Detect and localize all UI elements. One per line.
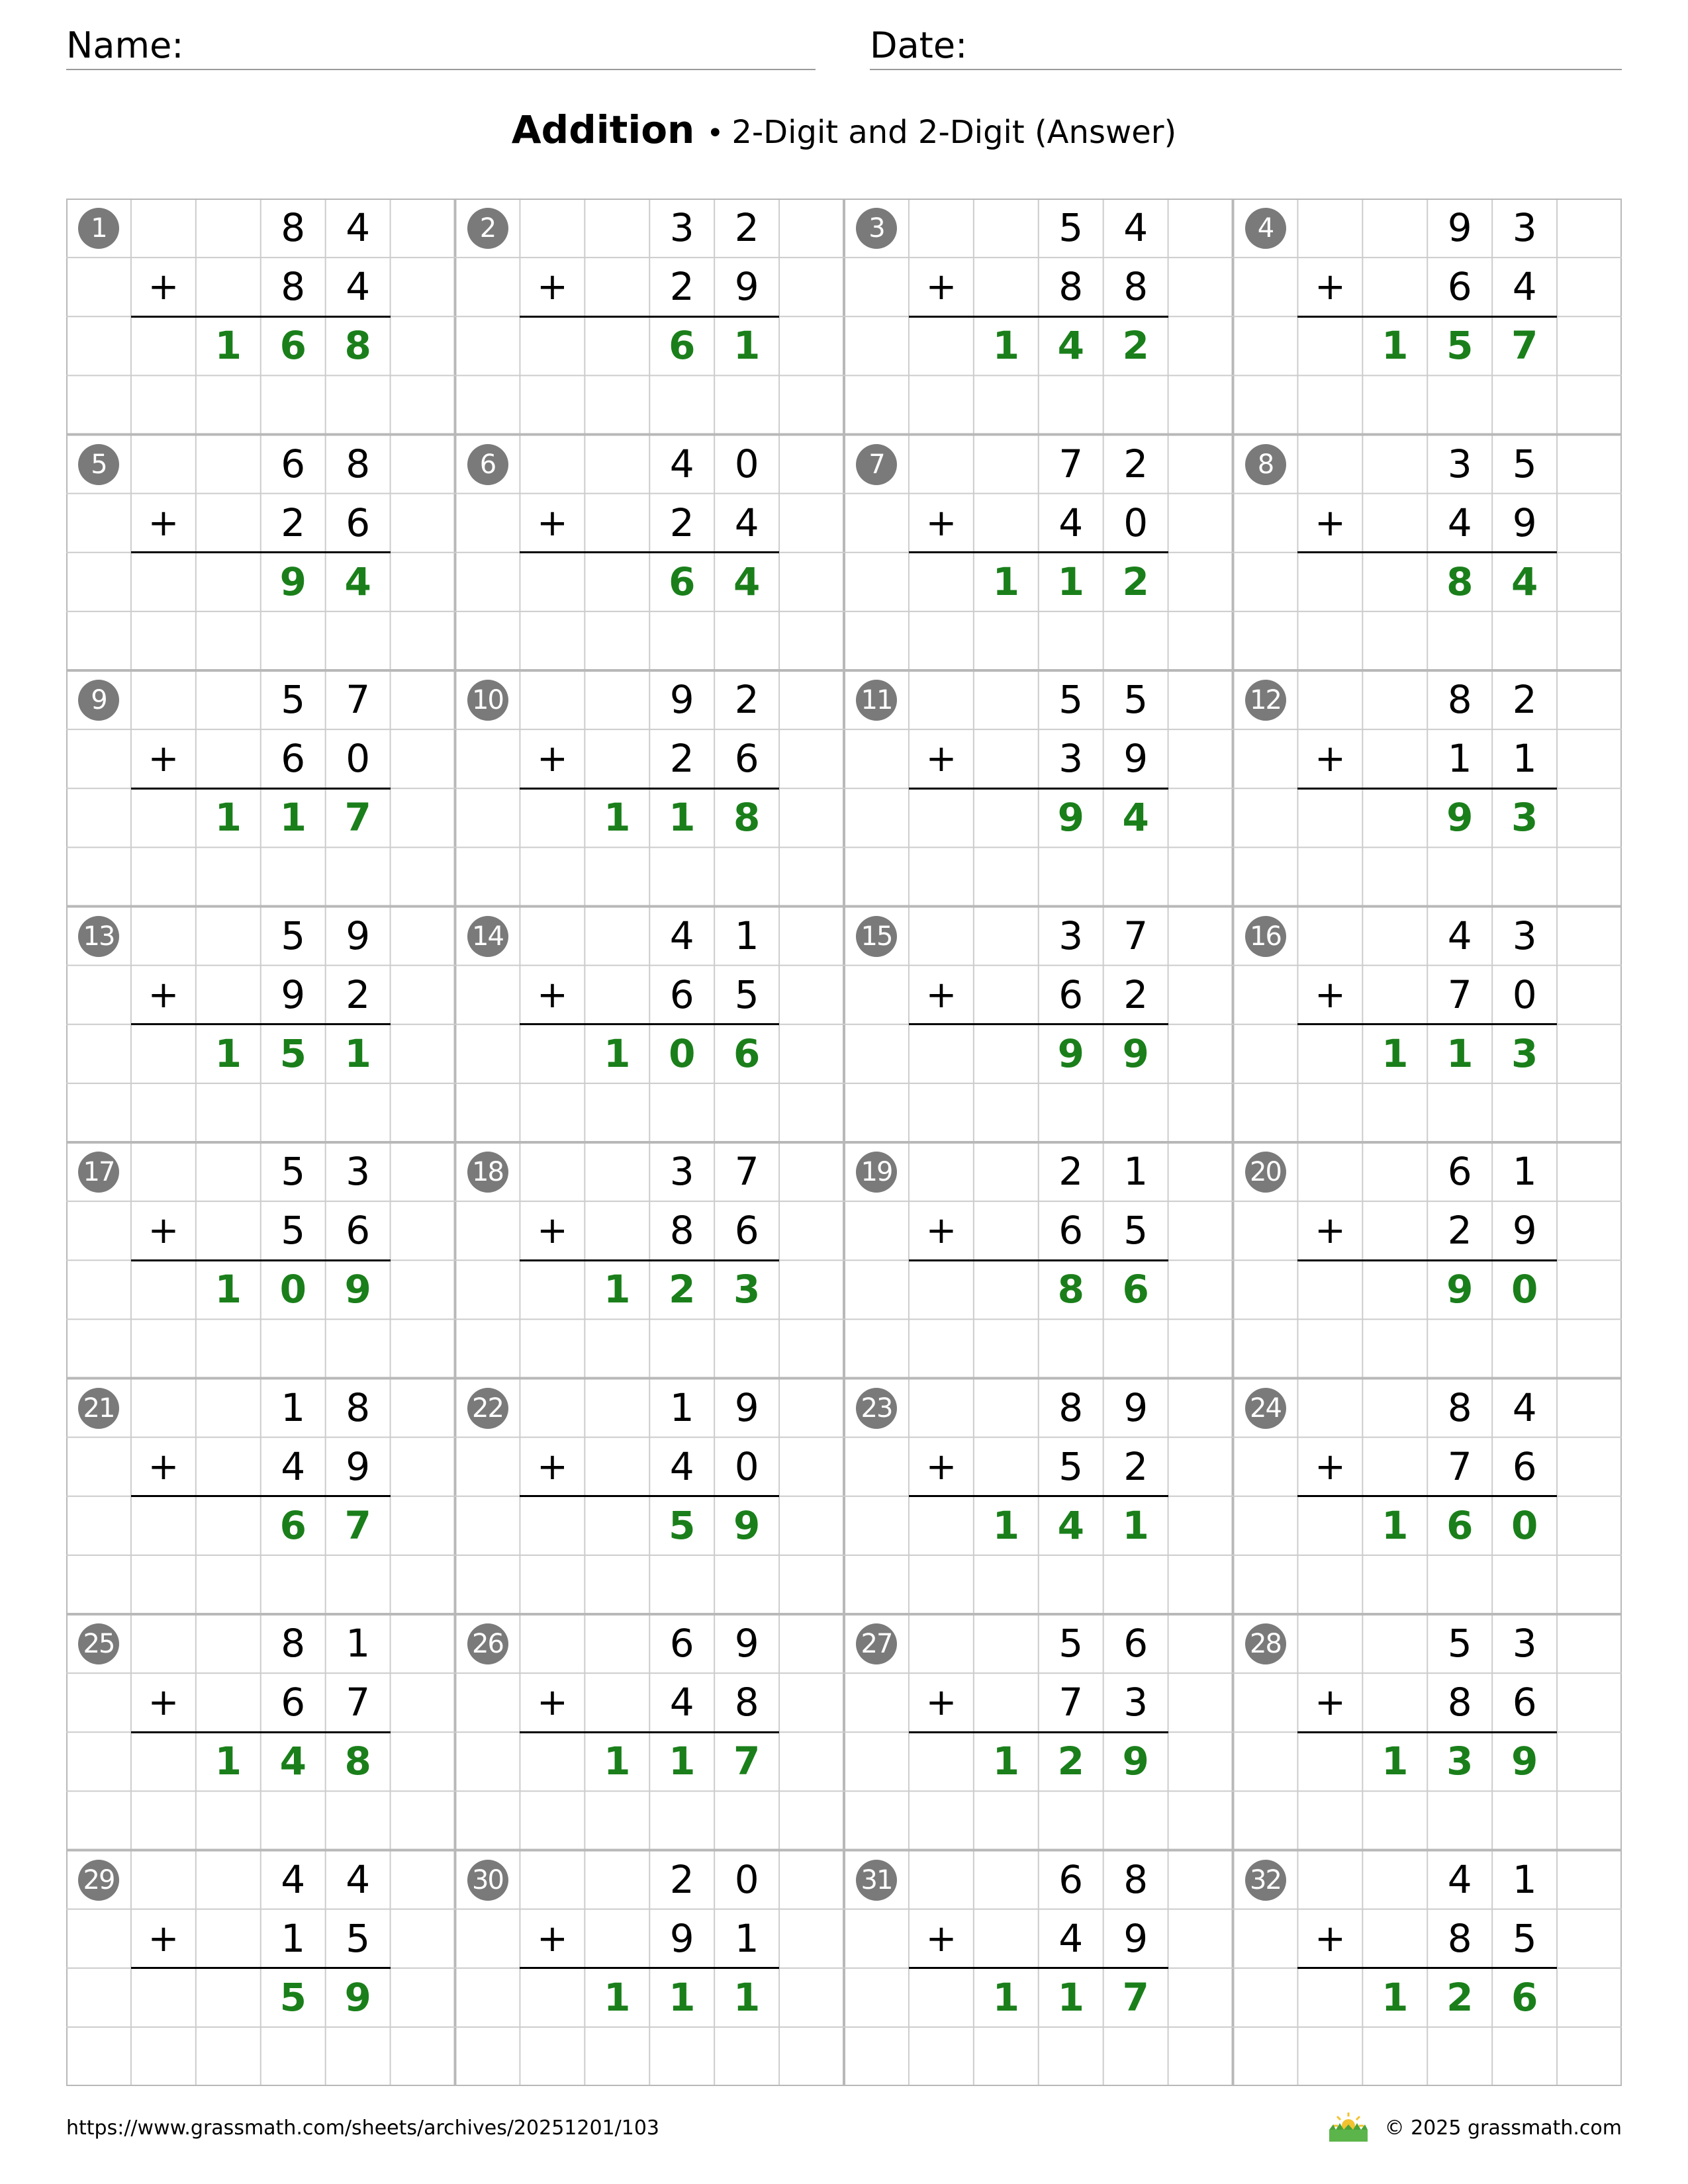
answer-digit: 6 xyxy=(1446,1502,1474,1548)
answer-digit: 8 xyxy=(344,323,371,369)
answer-digit: 1 xyxy=(214,1267,242,1312)
addend-digit: 7 xyxy=(734,1149,759,1194)
addend-digit: 3 xyxy=(669,1149,694,1194)
addend-digit: 6 xyxy=(669,972,694,1017)
addend-digit: 8 xyxy=(1447,1385,1472,1430)
addend-digit: 1 xyxy=(1512,1856,1537,1902)
problem-number-badge: 9 xyxy=(78,680,119,721)
addend-digit: 2 xyxy=(734,677,759,722)
addend-digit: 4 xyxy=(346,1856,371,1902)
problem-number-badge: 18 xyxy=(467,1152,508,1193)
addend-digit: 6 xyxy=(1447,1149,1472,1194)
plus-sign: + xyxy=(1314,973,1346,1017)
addend-digit: 8 xyxy=(1058,1385,1084,1430)
addend-digit: 8 xyxy=(1123,264,1149,310)
addend-digit: 2 xyxy=(1512,677,1537,722)
addend-digit: 2 xyxy=(669,1856,694,1902)
answer-digit: 9 xyxy=(1122,1739,1149,1784)
addend-digit: 3 xyxy=(1447,441,1472,486)
addend-digit: 3 xyxy=(1058,736,1084,782)
answer-digit: 9 xyxy=(279,559,306,604)
addend-digit: 7 xyxy=(1058,441,1084,486)
addend-digit: 9 xyxy=(734,1621,759,1666)
addend-digit: 2 xyxy=(734,205,759,250)
footer-url: https://www.grassmath.com/sheets/archives/20251201/103 xyxy=(66,2116,660,2140)
addend-digit: 2 xyxy=(669,500,694,545)
answer-digit: 3 xyxy=(1511,795,1538,841)
problem-number-badge: 31 xyxy=(856,1860,897,1901)
problem-number-badge: 24 xyxy=(1245,1388,1286,1429)
addend-digit: 5 xyxy=(1058,1443,1084,1489)
addend-digit: 7 xyxy=(1447,1443,1472,1489)
addend-digit: 1 xyxy=(669,1385,694,1430)
answer-digit: 7 xyxy=(344,1502,371,1548)
plus-sign: + xyxy=(148,265,179,309)
title-subtitle: 2-Digit and 2-Digit (Answer) xyxy=(731,114,1177,151)
problem-number-badge: 6 xyxy=(467,444,508,485)
addend-digit: 5 xyxy=(1058,677,1084,722)
addend-digit: 5 xyxy=(281,1149,306,1194)
addend-digit: 6 xyxy=(1123,1621,1149,1666)
addend-digit: 1 xyxy=(281,1385,306,1430)
addend-digit: 4 xyxy=(1058,500,1084,545)
problem-number-badge: 23 xyxy=(856,1388,897,1429)
name-field[interactable] xyxy=(66,23,816,70)
plus-sign: + xyxy=(536,1209,568,1253)
answer-digit: 4 xyxy=(344,559,371,604)
answer-digit: 9 xyxy=(1122,1030,1149,1076)
addend-digit: 4 xyxy=(1447,913,1472,958)
plus-sign: + xyxy=(925,1681,957,1725)
addend-digit: 5 xyxy=(734,972,759,1017)
problem-number-badge: 14 xyxy=(467,916,508,957)
addend-digit: 6 xyxy=(1058,1208,1084,1253)
addend-digit: 8 xyxy=(1447,1680,1472,1725)
plus-sign: + xyxy=(1314,1917,1346,1960)
addend-digit: 3 xyxy=(1058,913,1084,958)
answer-digit: 6 xyxy=(279,323,306,369)
problem-number-badge: 25 xyxy=(78,1623,119,1664)
plus-sign: + xyxy=(148,737,179,781)
addend-digit: 4 xyxy=(1512,1385,1537,1430)
addend-digit: 0 xyxy=(346,736,371,782)
addend-digit: 7 xyxy=(346,1680,371,1725)
addend-digit: 4 xyxy=(1058,1915,1084,1961)
answer-digit: 1 xyxy=(992,323,1019,369)
answer-digit: 0 xyxy=(1511,1267,1538,1312)
answer-digit: 9 xyxy=(733,1502,761,1548)
addend-digit: 9 xyxy=(346,1443,371,1489)
answer-digit: 1 xyxy=(992,559,1019,604)
answer-digit: 1 xyxy=(733,1974,761,2020)
addend-digit: 9 xyxy=(346,913,371,958)
addend-digit: 8 xyxy=(346,441,371,486)
answer-digit: 3 xyxy=(733,1267,761,1312)
addend-digit: 4 xyxy=(734,500,759,545)
problem-number-badge: 3 xyxy=(856,208,897,249)
addend-digit: 1 xyxy=(281,1915,306,1961)
addend-digit: 4 xyxy=(1123,205,1149,250)
answer-digit: 7 xyxy=(1511,323,1538,369)
problem-number-badge: 21 xyxy=(78,1388,119,1429)
addend-digit: 8 xyxy=(1447,677,1472,722)
plus-sign: + xyxy=(536,973,568,1017)
date-label: Date: xyxy=(870,24,968,66)
answer-digit: 5 xyxy=(279,1030,306,1076)
title-separator: • xyxy=(706,116,724,150)
answer-digit: 7 xyxy=(1122,1974,1149,2020)
worksheet-grid xyxy=(66,199,1622,2086)
addend-digit: 4 xyxy=(1447,500,1472,545)
answer-digit: 9 xyxy=(1446,795,1474,841)
addend-digit: 1 xyxy=(734,1915,759,1961)
answer-digit: 3 xyxy=(1446,1739,1474,1784)
addend-digit: 2 xyxy=(669,736,694,782)
answer-digit: 1 xyxy=(1057,1974,1084,2020)
problem-number-badge: 32 xyxy=(1245,1860,1286,1901)
addend-digit: 6 xyxy=(669,1621,694,1666)
addend-digit: 4 xyxy=(669,913,694,958)
answer-digit: 1 xyxy=(1382,1739,1409,1784)
plus-sign: + xyxy=(148,1917,179,1960)
addend-digit: 8 xyxy=(1058,264,1084,310)
addend-digit: 9 xyxy=(1447,205,1472,250)
addend-digit: 5 xyxy=(281,1208,306,1253)
addend-digit: 9 xyxy=(1512,1208,1537,1253)
answer-digit: 1 xyxy=(669,795,696,841)
answer-digit: 1 xyxy=(604,1739,631,1784)
answer-digit: 8 xyxy=(1057,1267,1084,1312)
addend-digit: 8 xyxy=(669,1208,694,1253)
answer-digit: 5 xyxy=(1446,323,1474,369)
addend-digit: 7 xyxy=(1058,1680,1084,1725)
addend-digit: 7 xyxy=(346,677,371,722)
addend-digit: 4 xyxy=(281,1443,306,1489)
answer-digit: 3 xyxy=(1511,1030,1538,1076)
addend-digit: 9 xyxy=(281,972,306,1017)
answer-digit: 9 xyxy=(344,1974,371,2020)
answer-digit: 7 xyxy=(733,1739,761,1784)
problem-number-badge: 28 xyxy=(1245,1623,1286,1664)
answer-digit: 6 xyxy=(669,559,696,604)
addend-digit: 4 xyxy=(1447,1856,1472,1902)
answer-digit: 1 xyxy=(992,1974,1019,2020)
answer-digit: 9 xyxy=(1446,1267,1474,1312)
addend-digit: 8 xyxy=(281,205,306,250)
answer-digit: 1 xyxy=(1382,1974,1409,2020)
addend-digit: 6 xyxy=(1447,264,1472,310)
addend-digit: 0 xyxy=(734,1443,759,1489)
addend-digit: 8 xyxy=(346,1385,371,1430)
addend-digit: 2 xyxy=(1123,441,1149,486)
addend-digit: 9 xyxy=(1123,1385,1149,1430)
addend-digit: 5 xyxy=(1512,441,1537,486)
addend-digit: 1 xyxy=(1512,1149,1537,1194)
plus-sign: + xyxy=(536,501,568,545)
name-label: Name: xyxy=(66,24,184,66)
addend-digit: 6 xyxy=(1058,1856,1084,1902)
addend-digit: 7 xyxy=(1447,972,1472,1017)
addend-digit: 1 xyxy=(1447,736,1472,782)
problem-number-badge: 1 xyxy=(78,208,119,249)
plus-sign: + xyxy=(148,973,179,1017)
answer-digit: 6 xyxy=(733,1030,761,1076)
problem-number-badge: 16 xyxy=(1245,916,1286,957)
problem-number-badge: 22 xyxy=(467,1388,508,1429)
answer-digit: 1 xyxy=(604,795,631,841)
addend-digit: 2 xyxy=(1123,972,1149,1017)
addend-digit: 4 xyxy=(346,264,371,310)
addend-digit: 6 xyxy=(346,500,371,545)
addend-digit: 6 xyxy=(1058,972,1084,1017)
addend-digit: 9 xyxy=(734,1385,759,1430)
addend-digit: 5 xyxy=(1058,205,1084,250)
answer-digit: 4 xyxy=(1057,323,1084,369)
plus-sign: + xyxy=(148,1681,179,1725)
addend-digit: 0 xyxy=(1123,500,1149,545)
answer-digit: 0 xyxy=(1511,1502,1538,1548)
answer-digit: 2 xyxy=(1122,323,1149,369)
plus-sign: + xyxy=(148,501,179,545)
plus-sign: + xyxy=(536,1681,568,1725)
answer-digit: 7 xyxy=(344,795,371,841)
problem-number-badge: 11 xyxy=(856,680,897,721)
addend-digit: 6 xyxy=(281,736,306,782)
addend-digit: 9 xyxy=(669,677,694,722)
answer-digit: 1 xyxy=(1382,1502,1409,1548)
addend-digit: 3 xyxy=(1512,1621,1537,1666)
addend-digit: 2 xyxy=(346,972,371,1017)
addend-digit: 6 xyxy=(1512,1443,1537,1489)
addend-digit: 9 xyxy=(669,1915,694,1961)
answer-digit: 5 xyxy=(669,1502,696,1548)
addend-digit: 6 xyxy=(281,1680,306,1725)
answer-digit: 6 xyxy=(1511,1974,1538,2020)
plus-sign: + xyxy=(925,501,957,545)
addend-digit: 5 xyxy=(1512,1915,1537,1961)
answer-digit: 1 xyxy=(214,323,242,369)
answer-digit: 0 xyxy=(669,1030,696,1076)
addend-digit: 8 xyxy=(281,1621,306,1666)
answer-digit: 2 xyxy=(1057,1739,1084,1784)
plus-sign: + xyxy=(148,1445,179,1488)
answer-digit: 2 xyxy=(669,1267,696,1312)
plus-sign: + xyxy=(536,1445,568,1488)
plus-sign: + xyxy=(925,265,957,309)
problem-number-badge: 5 xyxy=(78,444,119,485)
addend-digit: 2 xyxy=(1123,1443,1149,1489)
addend-digit: 5 xyxy=(1447,1621,1472,1666)
answer-digit: 4 xyxy=(279,1739,306,1784)
answer-digit: 9 xyxy=(1057,795,1084,841)
answer-digit: 2 xyxy=(1122,559,1149,604)
answer-digit: 1 xyxy=(344,1030,371,1076)
addend-digit: 8 xyxy=(1447,1915,1472,1961)
answer-digit: 4 xyxy=(1057,1502,1084,1548)
answer-digit: 1 xyxy=(1446,1030,1474,1076)
addend-digit: 1 xyxy=(734,913,759,958)
answer-digit: 8 xyxy=(344,1739,371,1784)
plus-sign: + xyxy=(536,737,568,781)
addend-digit: 0 xyxy=(734,1856,759,1902)
answer-digit: 1 xyxy=(1382,323,1409,369)
addend-digit: 5 xyxy=(1123,677,1149,722)
problem-number-badge: 26 xyxy=(467,1623,508,1664)
answer-digit: 9 xyxy=(1511,1739,1538,1784)
problem-number-badge: 13 xyxy=(78,916,119,957)
addend-digit: 8 xyxy=(281,264,306,310)
problem-number-badge: 12 xyxy=(1245,680,1286,721)
answer-digit: 1 xyxy=(992,1739,1019,1784)
answer-digit: 1 xyxy=(214,1739,242,1784)
addend-digit: 2 xyxy=(669,264,694,310)
answer-digit: 9 xyxy=(344,1267,371,1312)
answer-digit: 4 xyxy=(733,559,761,604)
addend-digit: 5 xyxy=(281,913,306,958)
addend-digit: 6 xyxy=(734,736,759,782)
addend-digit: 4 xyxy=(281,1856,306,1902)
answer-digit: 1 xyxy=(733,323,761,369)
addend-digit: 4 xyxy=(1512,264,1537,310)
answer-digit: 8 xyxy=(733,795,761,841)
addend-digit: 3 xyxy=(346,1149,371,1194)
plus-sign: + xyxy=(925,973,957,1017)
answer-digit: 1 xyxy=(604,1030,631,1076)
addend-digit: 5 xyxy=(1123,1208,1149,1253)
addend-digit: 4 xyxy=(669,1443,694,1489)
addend-digit: 2 xyxy=(281,500,306,545)
answer-digit: 1 xyxy=(669,1739,696,1784)
addend-digit: 3 xyxy=(1123,1680,1149,1725)
plus-sign: + xyxy=(1314,265,1346,309)
date-field[interactable] xyxy=(870,23,1622,70)
problem-number-badge: 29 xyxy=(78,1860,119,1901)
problem-number-badge: 27 xyxy=(856,1623,897,1664)
plus-sign: + xyxy=(1314,1445,1346,1488)
plus-sign: + xyxy=(536,265,568,309)
plus-sign: + xyxy=(1314,1209,1346,1253)
plus-sign: + xyxy=(925,1209,957,1253)
addend-digit: 5 xyxy=(1058,1621,1084,1666)
problem-number-badge: 8 xyxy=(1245,444,1286,485)
answer-digit: 1 xyxy=(279,795,306,841)
answer-digit: 1 xyxy=(669,1974,696,2020)
problem-number-badge: 4 xyxy=(1245,208,1286,249)
problem-number-badge: 7 xyxy=(856,444,897,485)
plus-sign: + xyxy=(1314,501,1346,545)
addend-digit: 0 xyxy=(734,441,759,486)
answer-digit: 5 xyxy=(279,1974,306,2020)
answer-digit: 6 xyxy=(669,323,696,369)
answer-digit: 1 xyxy=(992,1502,1019,1548)
addend-digit: 8 xyxy=(1123,1856,1149,1902)
addend-digit: 0 xyxy=(1512,972,1537,1017)
addend-digit: 3 xyxy=(1512,913,1537,958)
answer-digit: 1 xyxy=(214,1030,242,1076)
addend-digit: 9 xyxy=(1123,1915,1149,1961)
plus-sign: + xyxy=(148,1209,179,1253)
addend-digit: 9 xyxy=(734,264,759,310)
grass-sun-logo-icon xyxy=(1327,2110,1370,2143)
addend-digit: 4 xyxy=(669,1680,694,1725)
footer-copyright: © 2025 grassmath.com xyxy=(1384,2116,1622,2140)
addend-digit: 1 xyxy=(1123,1149,1149,1194)
addend-digit: 4 xyxy=(669,441,694,486)
addend-digit: 7 xyxy=(1123,913,1149,958)
answer-digit: 1 xyxy=(604,1974,631,2020)
addend-digit: 6 xyxy=(281,441,306,486)
page-title xyxy=(0,103,1688,160)
answer-digit: 0 xyxy=(279,1267,306,1312)
answer-digit: 4 xyxy=(1511,559,1538,604)
addend-digit: 1 xyxy=(1512,736,1537,782)
problem-number-badge: 10 xyxy=(467,680,508,721)
answer-digit: 1 xyxy=(214,795,242,841)
problem-number-badge: 19 xyxy=(856,1152,897,1193)
plus-sign: + xyxy=(925,737,957,781)
addend-digit: 8 xyxy=(734,1680,759,1725)
addend-digit: 5 xyxy=(281,677,306,722)
addend-digit: 2 xyxy=(1447,1208,1472,1253)
problem-number-badge: 15 xyxy=(856,916,897,957)
problem-number-badge: 17 xyxy=(78,1152,119,1193)
addend-digit: 6 xyxy=(734,1208,759,1253)
answer-digit: 1 xyxy=(1382,1030,1409,1076)
plus-sign: + xyxy=(925,1445,957,1488)
answer-digit: 1 xyxy=(604,1267,631,1312)
addend-digit: 3 xyxy=(669,205,694,250)
addend-digit: 1 xyxy=(346,1621,371,1666)
answer-digit: 1 xyxy=(1057,559,1084,604)
answer-digit: 4 xyxy=(1122,795,1149,841)
addend-digit: 3 xyxy=(1512,205,1537,250)
answer-digit: 6 xyxy=(1122,1267,1149,1312)
title-main: Addition xyxy=(511,107,695,152)
answer-digit: 6 xyxy=(279,1502,306,1548)
problem-number-badge: 20 xyxy=(1245,1152,1286,1193)
answer-digit: 9 xyxy=(1057,1030,1084,1076)
problem-number-badge: 2 xyxy=(467,208,508,249)
plus-sign: + xyxy=(925,1917,957,1960)
plus-sign: + xyxy=(1314,1681,1346,1725)
addend-digit: 6 xyxy=(346,1208,371,1253)
answer-digit: 8 xyxy=(1446,559,1474,604)
addend-digit: 2 xyxy=(1058,1149,1084,1194)
plus-sign: + xyxy=(1314,737,1346,781)
addend-digit: 9 xyxy=(1123,736,1149,782)
addend-digit: 5 xyxy=(346,1915,371,1961)
addend-digit: 6 xyxy=(1512,1680,1537,1725)
problem-number-badge: 30 xyxy=(467,1860,508,1901)
plus-sign: + xyxy=(536,1917,568,1960)
addend-digit: 4 xyxy=(346,205,371,250)
answer-digit: 2 xyxy=(1446,1974,1474,2020)
addend-digit: 9 xyxy=(1512,500,1537,545)
answer-digit: 1 xyxy=(1122,1502,1149,1548)
